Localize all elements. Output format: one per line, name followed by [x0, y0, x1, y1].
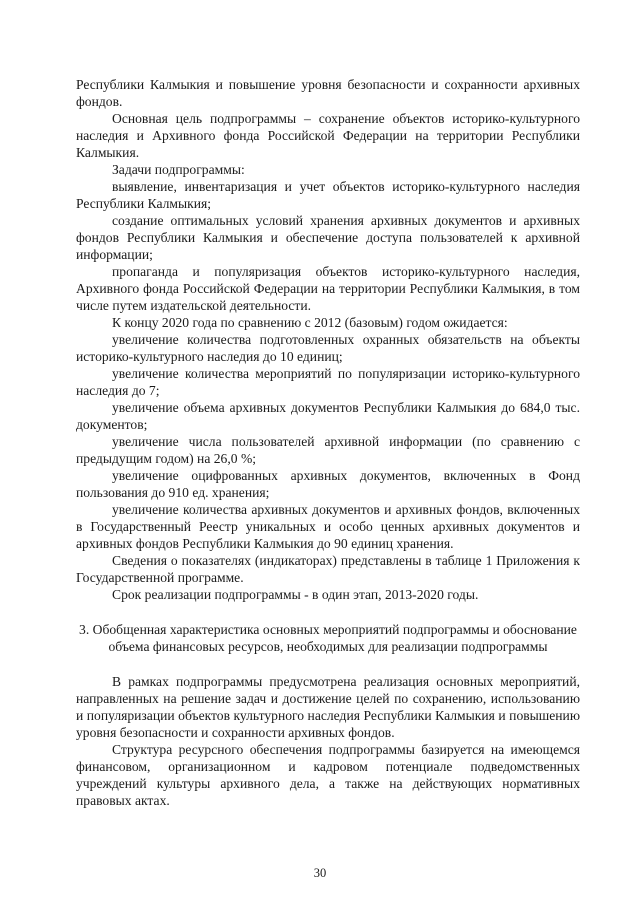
list-item: увеличение количества мероприятий по популяризации историко-культурного наследия до 7; — [76, 366, 580, 398]
paragraph: Задачи подпрограммы: — [112, 162, 245, 177]
page-number: 30 — [313, 866, 327, 880]
list-item: пропаганда и популяризация объектов историко-культурного наследия, Архивного фонда Российской Федерации на территории Республики Калмыкия, в том числе путем издательской деятельности. — [76, 264, 580, 313]
paragraph: Срок реализации подпрограммы - в один этап, 2013-2020 годы. — [112, 587, 479, 602]
paragraph: Структура ресурсного обеспечения подпрограммы базируется на имеющемся финансовом, организационном и кадровом потенциале подведомственных учреждений культуры архивного дела, а также на действующих нормативных правовых актах. — [76, 742, 580, 808]
list-item: увеличение количества архивных документов и архивных фондов, включенных в Государственный Реестр уникальных и особо ценных архивных документов и архивных фондов Республики Калмыкия до 90 единиц хранения. — [76, 502, 580, 551]
list-item: выявление, инвентаризация и учет объектов историко-культурного наследия Республики Калмыкия; — [76, 179, 580, 211]
list-item: увеличение объема архивных документов Республики Калмыкия до 684,0 тыс. документов; — [76, 400, 580, 432]
section-heading: 3. Обобщенная характеристика основных мероприятий подпрограммы и обоснование объема финансовых ресурсов, необходимых для реализации подпрограммы — [79, 622, 577, 654]
list-item: создание оптимальных условий хранения архивных документов и архивных фондов Республики Калмыкия и обеспечение доступа пользователей к архивной информации; — [76, 213, 580, 262]
paragraph: К концу 2020 года по сравнению с 2012 (базовым) годом ожидается: — [112, 315, 508, 330]
list-item: увеличение количества подготовленных охранных обязательств на объекты историко-культурного наследия до 10 единиц; — [76, 332, 580, 364]
list-item: увеличение числа пользователей архивной информации (по сравнению с предыдущим годом) на 26,0 %; — [76, 434, 580, 466]
list-item: увеличение оцифрованных архивных документов, включенных в Фонд пользования до 910 ед. хранения; — [76, 468, 580, 500]
paragraph: Республики Калмыкия и повышение уровня безопасности и сохранности архивных фондов. — [76, 77, 580, 109]
paragraph: В рамках подпрограммы предусмотрена реализация основных мероприятий, направленных на решение задач и достижение целей по сохранению, использованию и популяризации объектов культурного наследия Республики Калмыкия и повышению уровня безопасности и сохранности архивных фондов. — [76, 674, 580, 740]
document-body — [76, 76, 580, 809]
paragraph: Сведения о показателях (индикаторах) представлены в таблице 1 Приложения к Государственной программе. — [76, 553, 580, 585]
paragraph: Основная цель подпрограммы – сохранение объектов историко-культурного наследия и Архивного фонда Российской Федерации на территории Республики Калмыкия. — [76, 111, 580, 160]
